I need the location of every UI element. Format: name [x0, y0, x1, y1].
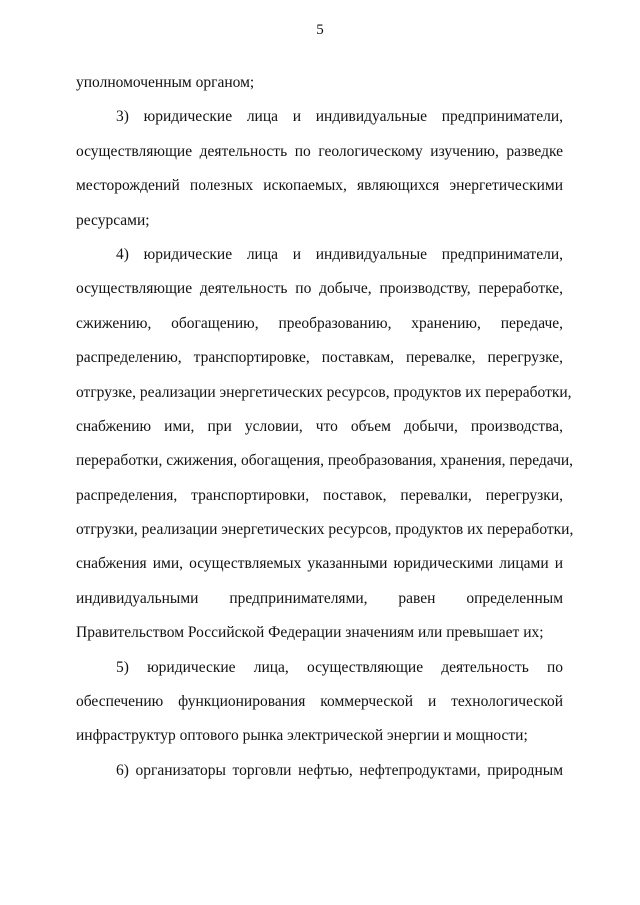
text-line: ресурсами;: [76, 211, 150, 229]
text-line: распределения, транспортировки, поставок, перевалки, перегрузки,: [76, 486, 563, 504]
text-line: индивидуальными предпринимателями, равен определенным: [76, 589, 563, 607]
text-line: осуществляющие деятельность по геологическому изучению, разведке: [76, 142, 563, 160]
page-number: 5: [316, 22, 324, 38]
text-line: сжижению, обогащению, преобразованию, хранению, передаче,: [76, 314, 563, 332]
text-line: обеспечению функционирования коммерческой и технологической: [76, 693, 563, 711]
document-body: [76, 73, 574, 795]
text-line: переработки, сжижения, обогащения, преобразования, хранения, передачи,: [76, 452, 574, 470]
text-line: Правительством Российской Федерации значениям или превышает их;: [76, 624, 544, 642]
text-line: 3) юридические лица и индивидуальные предприниматели,: [116, 108, 563, 126]
text-line: 4) юридические лица и индивидуальные предприниматели,: [116, 245, 563, 263]
text-line: уполномоченным органом;: [76, 74, 255, 91]
text-line: снабжения ими, осуществляемых указанными юридическими лицами и: [76, 555, 563, 573]
text-line: отгрузки, реализации энергетических ресурсов, продуктов их переработки,: [76, 521, 574, 539]
text-line: 6) организаторы торговли нефтью, нефтепродуктами, природным: [116, 761, 563, 779]
text-line: снабжению ими, при условии, что объем добычи, производства,: [76, 417, 563, 435]
text-line: распределению, транспортировке, поставкам, перевалке, перегрузке,: [76, 349, 563, 367]
text-line: месторождений полезных ископаемых, являющихся энергетическими: [76, 177, 563, 195]
text-line: осуществляющие деятельность по добыче, производству, переработке,: [76, 280, 563, 298]
text-line: 5) юридические лица, осуществляющие деятельность по: [116, 658, 563, 676]
text-line: инфраструктур оптового рынка электрической энергии и мощности;: [76, 727, 528, 745]
text-line: отгрузке, реализации энергетических ресурсов, продуктов их переработки,: [76, 383, 572, 401]
